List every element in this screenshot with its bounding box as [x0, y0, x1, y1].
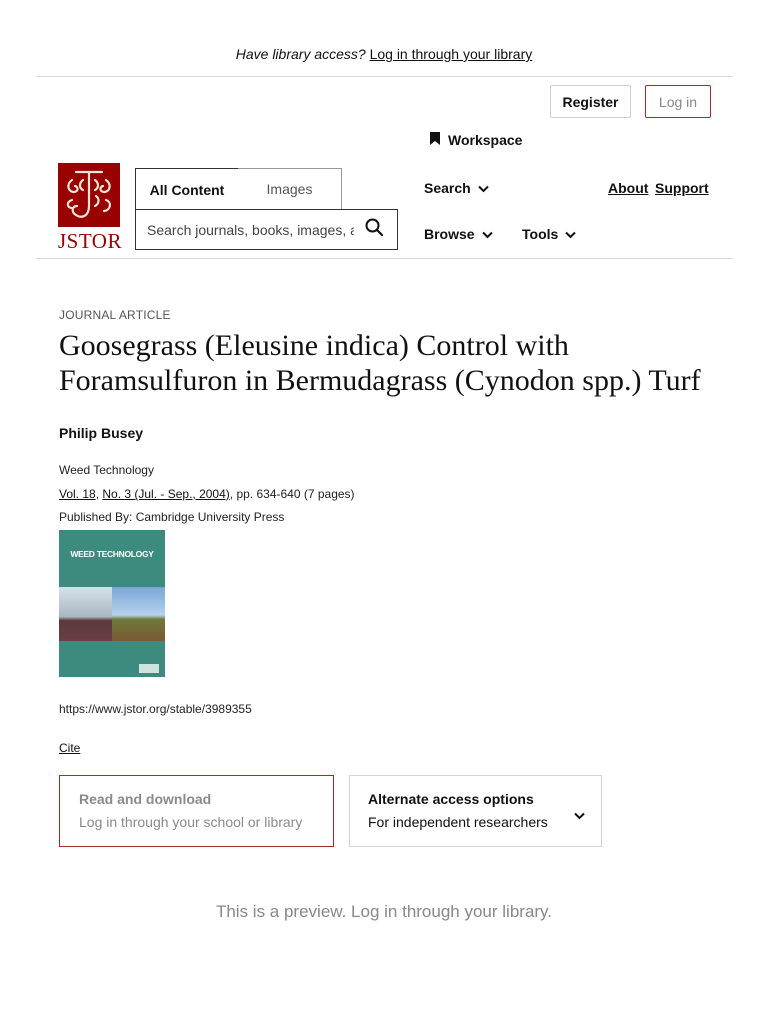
nav-tools-label: Tools	[522, 226, 559, 242]
page-range: , pp. 634-640 (7 pages)	[229, 487, 355, 501]
cover-publisher-mark	[139, 664, 159, 673]
nav-search-label: Search	[424, 180, 471, 196]
content-type-label: JOURNAL ARTICLE	[59, 308, 171, 322]
nav-search[interactable]	[424, 180, 489, 196]
nav-browse-label: Browse	[424, 226, 475, 242]
nav-tools[interactable]	[522, 226, 576, 242]
tab-all-content[interactable]: All Content	[135, 168, 239, 210]
cover-photo-right	[112, 587, 165, 641]
login-button[interactable]: Log in	[645, 85, 711, 118]
cite-link[interactable]: Cite	[59, 741, 81, 755]
alternate-access-title: Alternate access options	[368, 791, 534, 807]
alternate-access-dropdown[interactable]	[349, 775, 602, 847]
workspace-label: Workspace	[448, 132, 523, 148]
read-and-download-button[interactable]	[59, 775, 334, 847]
stable-url: https://www.jstor.org/stable/3989355	[59, 702, 252, 716]
top-divider	[36, 76, 733, 77]
preview-notice: This is a preview. Log in through your library.	[215, 902, 553, 921]
nav-about[interactable]: About	[608, 180, 649, 196]
issue-info	[59, 487, 355, 501]
cover-photo-left	[59, 587, 112, 641]
register-button[interactable]: Register	[550, 85, 631, 118]
issue-link[interactable]: No. 3 (Jul. - Sep., 2004)	[102, 487, 230, 501]
library-access-question: Have library access?	[235, 46, 366, 62]
article-author: Philip Busey	[59, 425, 144, 441]
article-title: Goosegrass (Eleusine indica) Control with Foramsulfuron in Bermudagrass (Cynodon spp.) Turf	[59, 329, 701, 397]
read-and-download-title: Read and download	[79, 791, 212, 807]
jstor-emblem	[58, 163, 120, 227]
library-login-link[interactable]: Log in through your library	[369, 46, 533, 62]
nav-support[interactable]: Support	[655, 180, 709, 196]
tab-images[interactable]: Images	[238, 168, 342, 210]
header-divider	[36, 258, 733, 259]
read-and-download-subtitle: Log in through your school or library	[79, 814, 303, 830]
chevron-down-icon	[558, 226, 576, 242]
search-box	[135, 209, 398, 250]
bookmark-icon	[430, 132, 448, 148]
journal-name: Weed Technology	[59, 463, 154, 477]
volume-link[interactable]: Vol. 18	[59, 487, 96, 501]
publisher-info: Published By: Cambridge University Press	[59, 510, 285, 524]
jstor-wordmark: JSTOR	[58, 229, 122, 253]
workspace-link[interactable]	[430, 132, 522, 148]
issue-separator: ,	[95, 487, 103, 501]
search-input[interactable]	[136, 211, 354, 249]
journal-cover-image[interactable]	[59, 530, 165, 677]
chevron-down-icon	[574, 807, 585, 825]
search-icon	[365, 218, 383, 241]
chevron-down-icon	[471, 180, 489, 196]
cover-title: WEED TECHNOLOGY	[70, 549, 154, 559]
library-access-banner	[0, 46, 768, 62]
search-submit-button[interactable]	[354, 211, 394, 249]
alternate-access-subtitle: For independent researchers	[368, 814, 548, 830]
jstor-logo[interactable]	[58, 163, 122, 255]
nav-browse[interactable]	[424, 226, 493, 242]
chevron-down-icon	[475, 226, 493, 242]
